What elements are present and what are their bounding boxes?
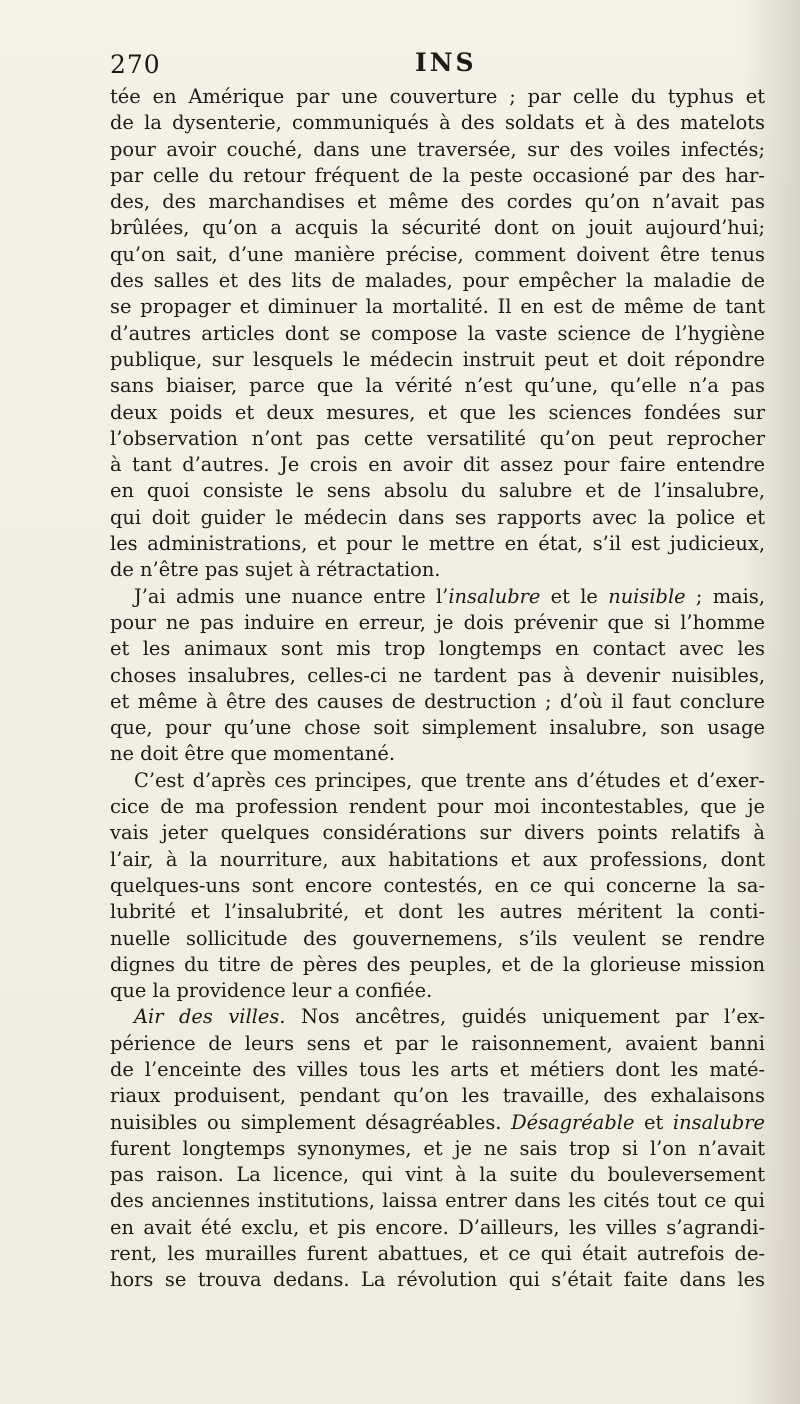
text-line: J’ai admis une nuance entre l’insalubre et le nuisible ; mais, — [134, 584, 765, 608]
text-line: hors se trouva dedans. La révolution qui s’était faite dans les — [110, 1268, 765, 1292]
italic-term: insalubre — [672, 1110, 765, 1134]
text-line: par celle du retour fréquent de la peste occasioné par des har- — [110, 163, 765, 187]
text-line: rent, les murailles furent abattues, et ce qui était autrefois de- — [110, 1242, 765, 1266]
text-line: pour avoir couché, dans une traversée, sur des voiles infectés; — [110, 137, 765, 161]
text-line: pour ne pas induire en erreur, je dois prévenir que si l’homme — [110, 610, 765, 634]
text-line: et même à être des causes de destruction ; d’où il faut conclure — [110, 689, 765, 713]
text-line: sans biaiser, parce que la vérité n’est qu’une, qu’elle n’a pas — [110, 374, 765, 398]
text-line: l’air, à la nourriture, aux habitations et aux professions, dont — [110, 847, 765, 871]
text-line: nuisibles ou simplement désagréables. Désagréable et insalubre — [110, 1110, 765, 1134]
text-line: cice de ma profession rendent pour moi incontestables, que je — [110, 795, 765, 819]
page-header — [110, 46, 770, 78]
text-line: Air des villes. Nos ancêtres, guidés uniquement par l’ex- — [134, 1005, 766, 1029]
text-line: deux poids et deux mesures, et que les sciences fondées sur — [110, 400, 765, 424]
text-line: que, pour qu’une chose soit simplement insalubre, son usage — [110, 716, 765, 740]
text-line: et les animaux sont mis trop longtemps en contact avec les — [110, 637, 765, 661]
text-line: des salles et des lits de malades, pour empêcher la maladie de — [110, 269, 765, 293]
text-line: des, des marchandises et même des cordes qu’on n’avait pas — [110, 190, 765, 214]
text-line: en quoi consiste le sens absolu du salubre et de l’insalubre, — [110, 479, 765, 503]
text-line: qui doit guider le médecin dans ses rapports avec la police et — [110, 505, 765, 529]
text-line: dignes du titre de pères des peuples, et de la glorieuse mission — [110, 952, 765, 976]
page-number: 270 — [110, 50, 161, 79]
text-line: C’est d’après ces principes, que trente ans d’études et d’exer- — [134, 768, 765, 792]
italic-term: nuisible — [608, 584, 686, 608]
text-line: vais jeter quelques considérations sur divers points relatifs à — [110, 821, 765, 845]
italic-term: Désagréable — [511, 1110, 635, 1134]
text-line: pas raison. La licence, qui vint à la suite du bouleversement — [110, 1163, 765, 1187]
text-line: que la providence leur a confiée. — [110, 979, 433, 1003]
italic-term: insalubre — [448, 584, 541, 608]
text-line: furent longtemps synonymes, et je ne sais trop si l’on n’avait — [110, 1136, 765, 1160]
text-line: ne doit être que momentané. — [110, 742, 395, 766]
text-line: lubrité et l’insalubrité, et dont les autres méritent la conti- — [110, 900, 765, 924]
text-line: les administrations, et pour le mettre en état, s’il est judicieux, — [110, 532, 765, 556]
text-line: des anciennes institutions, laissa entrer dans les cités tout ce qui — [110, 1189, 765, 1213]
text-line: brûlées, qu’on a acquis la sécurité dont on jouit aujourd’hui; — [110, 216, 765, 240]
text-line: nuelle sollicitude des gouvernemens, s’ils veulent se rendre — [110, 926, 765, 950]
text-line: en avait été exclu, et pis encore. D’ailleurs, les villes s’agrandi- — [110, 1215, 765, 1239]
text-line: d’autres articles dont se compose la vaste science de l’hygiène — [110, 321, 765, 345]
text-line: qu’on sait, d’une manière précise, comment doivent être tenus — [110, 242, 765, 266]
text-line: tée en Amérique par une couverture ; par celle du typhus et — [110, 85, 765, 108]
text-line: l’observation n’ont pas cette versatilité qu’on peut reprocher — [110, 426, 765, 450]
text-line: de la dysenterie, communiqués à des soldats et à des matelots — [110, 111, 765, 135]
text-line: à tant d’autres. Je crois en avoir dit assez pour faire entendre — [110, 453, 765, 477]
body-text — [110, 84, 765, 1294]
text-line: publique, sur lesquels le médecin instruit peut et doit répondre — [110, 347, 765, 371]
italic-term: Air des villes. — [134, 1005, 286, 1029]
text-line: se propager et diminuer la mortalité. Il en est de même de tant — [110, 295, 765, 319]
text-line: quelques-uns sont encore contestés, en ce qui concerne la sa- — [110, 873, 765, 897]
text-line: périence de leurs sens et par le raisonnement, avaient banni — [110, 1031, 765, 1055]
text-line: riaux produisent, pendant qu’on les travaille, des exhalaisons — [110, 1084, 765, 1108]
text-line: de n’être pas sujet à rétractation. — [110, 558, 441, 582]
text-line: de l’enceinte des villes tous les arts et métiers dont les maté- — [110, 1057, 765, 1081]
text-line: choses insalubres, celles-ci ne tardent pas à devenir nuisibles, — [110, 663, 765, 687]
running-head: INS — [415, 48, 477, 77]
